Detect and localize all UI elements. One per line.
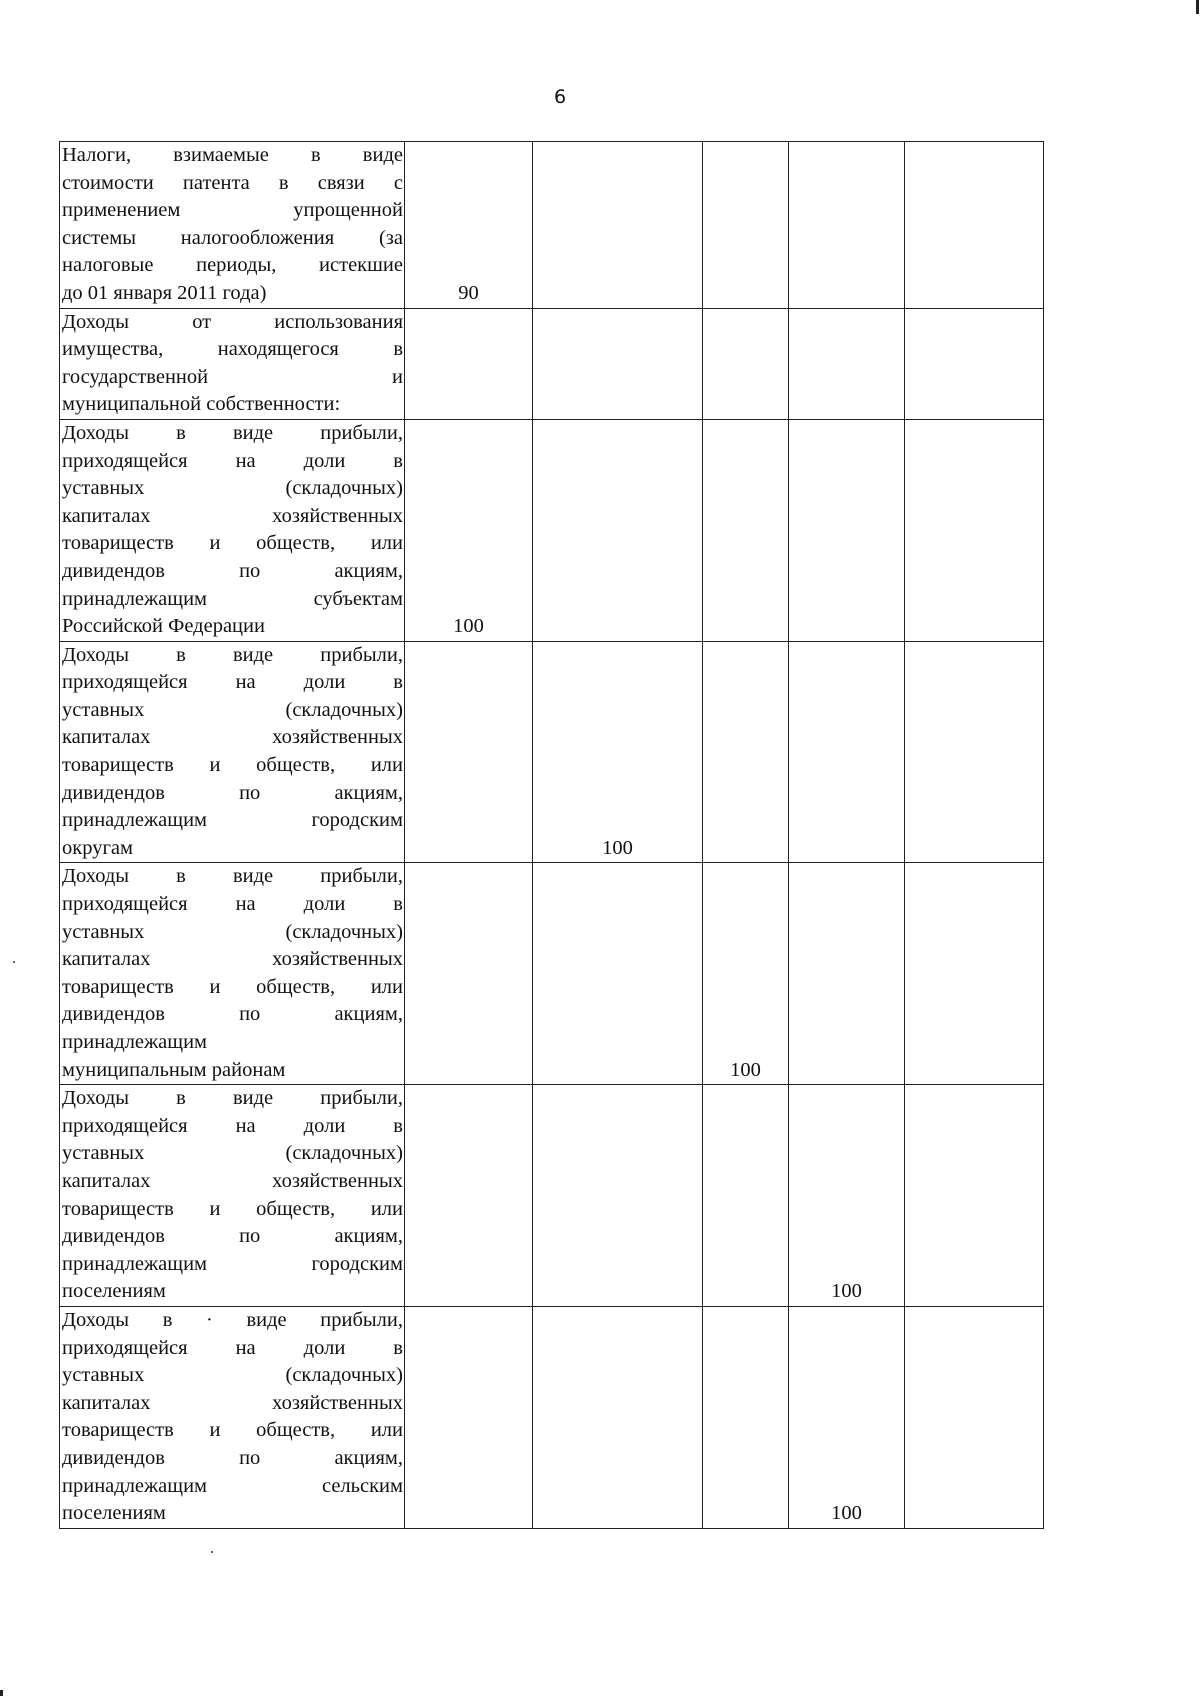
value-cell-1 [405,863,533,1085]
description-line: товариществ и обществ, или [62,754,403,777]
value-cell-4: 100 [789,1306,905,1528]
description-line: принадлежащим сельским [62,1474,403,1497]
scan-speck [13,961,15,963]
description-line: капиталах хозяйственных [62,948,403,971]
scan-speck [211,1551,213,1553]
revenue-distribution-table [59,141,1044,1529]
value-cell-4 [789,308,905,419]
description-line: Доходы в виде прибыли, [62,865,403,888]
description-line: капиталах хозяйственных [62,1391,403,1414]
description-line: приходящейся на доли в [62,893,403,916]
description-line: применением упрощенной [62,199,403,222]
table-row [60,142,1044,309]
scan-edge-mark [0,1690,3,1696]
description-line: приходящейся на доли в [62,1114,403,1137]
value-cell-5 [905,419,1044,641]
description-line: дивидендов по акциям, [62,559,403,582]
value-cell-5 [905,1085,1044,1307]
description-line: товариществ и обществ, или [62,975,403,998]
description-line: принадлежащим [62,1031,208,1053]
description-line: округам [62,836,133,859]
value-cell-4 [789,863,905,1085]
description-line: капиталах хозяйственных [62,1169,403,1192]
description-line: приходящейся на доли в [62,671,403,694]
value-cell-1 [405,1306,533,1528]
value-cell-3 [703,308,789,419]
description-line: стоимости патента в связи с [62,171,403,194]
description-line: уставных (складочных) [62,698,403,721]
value-cell-3 [703,142,789,309]
row-description [60,142,405,309]
value-cell-4 [789,641,905,863]
description-line: дивидендов по акциям, [62,1003,403,1026]
value-cell-4 [789,419,905,641]
page-number: 6 [553,86,567,108]
description-line: муниципальной собственности: [62,393,341,416]
description-line: товариществ и обществ, или [62,1197,403,1220]
value-cell-5 [905,1306,1044,1528]
value-cell-4 [789,142,905,309]
description-line: товариществ и обществ, или [62,532,403,555]
description-line: муниципальным районам [62,1058,286,1081]
description-line: капиталах хозяйственных [62,726,403,749]
description-line: дивидендов по акциям, [62,781,403,804]
value-cell-2 [533,1085,703,1307]
value-cell-1 [405,308,533,419]
value-cell-2 [533,308,703,419]
description-line: уставных (складочных) [62,1364,403,1387]
row-description [60,863,405,1085]
value-cell-1 [405,1085,533,1307]
description-line: Российской Федерации [62,615,265,638]
description-line: имущества, находящегося в [62,338,403,361]
table-row [60,308,1044,419]
description-line: принадлежащим субъектам [62,587,403,610]
description-line: Налоги, взимаемые в виде [62,144,403,166]
value-cell-2: 100 [533,641,703,863]
description-line: Доходы в виде прибыли, [62,643,403,666]
value-cell-5 [905,641,1044,863]
description-line: государственной и [62,365,403,388]
value-cell-5 [905,308,1044,419]
value-cell-3 [703,1085,789,1307]
value-cell-3 [703,641,789,863]
table-row [60,1306,1044,1528]
value-cell-3: 100 [703,863,789,1085]
description-line: уставных (складочных) [62,1142,403,1165]
description-line: Доходы в · виде прибыли, [62,1308,403,1331]
value-cell-2 [533,142,703,309]
table-row [60,1085,1044,1307]
description-line: поселениям [62,1502,166,1525]
value-cell-1: 100 [405,419,533,641]
value-cell-5 [905,863,1044,1085]
row-description [60,1085,405,1307]
description-line: приходящейся на доли в [62,1336,403,1359]
table-row [60,419,1044,641]
description-line: приходящейся на доли в [62,449,403,472]
description-line: уставных (складочных) [62,477,403,500]
description-line: Доходы в виде прибыли, [62,1087,403,1110]
value-cell-3 [703,1306,789,1528]
row-description [60,419,405,641]
row-description [60,308,405,419]
description-line: принадлежащим городским [62,1252,403,1275]
value-cell-4: 100 [789,1085,905,1307]
description-line: системы налогообложения (за [62,226,403,249]
description-line: Доходы в виде прибыли, [62,421,403,444]
description-line: поселениям [62,1280,166,1303]
description-line: принадлежащим городским [62,809,403,832]
description-line: налоговые периоды, истекшие [62,254,403,277]
table-row [60,641,1044,863]
description-line: капиталах хозяйственных [62,504,403,527]
description-line: дивидендов по акциям, [62,1446,403,1469]
value-cell-5 [905,142,1044,309]
row-description [60,1306,405,1528]
scan-edge-mark [1196,0,1199,14]
value-cell-1: 90 [405,142,533,309]
value-cell-2 [533,863,703,1085]
value-cell-1 [405,641,533,863]
value-cell-2 [533,419,703,641]
value-cell-2 [533,1306,703,1528]
value-cell-3 [703,419,789,641]
row-description [60,641,405,863]
table-row [60,863,1044,1085]
description-line: Доходы от использования [62,310,403,333]
description-line: дивидендов по акциям, [62,1225,403,1248]
description-line: до 01 января 2011 года) [62,281,267,304]
description-line: уставных (складочных) [62,920,403,943]
description-line: товариществ и обществ, или [62,1419,403,1442]
